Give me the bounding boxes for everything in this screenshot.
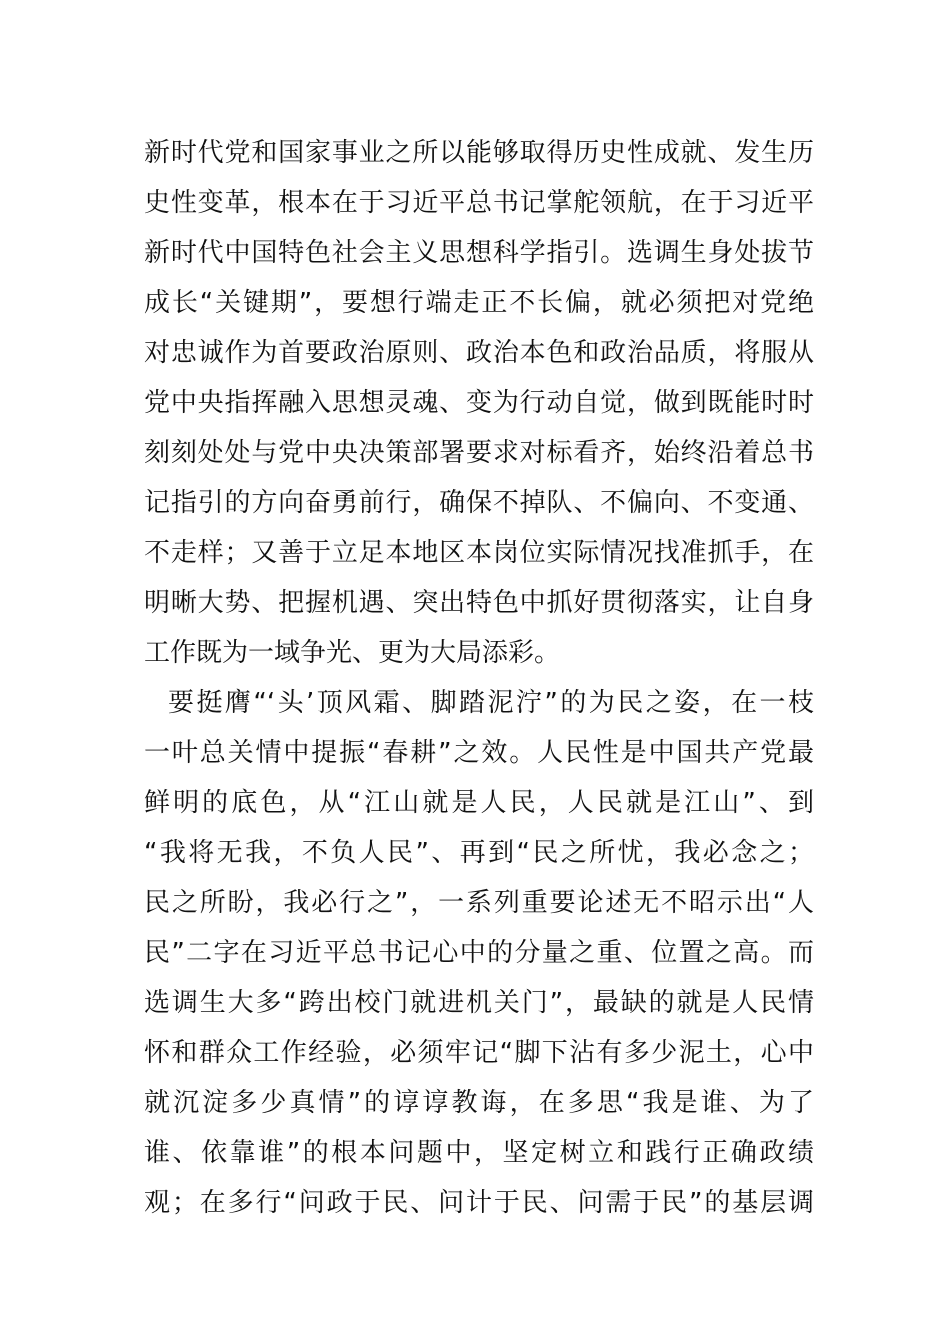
text-line: 对忠诚作为首要政治原则、政治本色和政治品质，将服从 — [144, 338, 814, 368]
text-line: 民之所盼，我必行之”，一系列重要论述无不昭示出“人 — [144, 888, 814, 918]
text-line: 新时代中国特色社会主义思想科学指引。选调生身处拔节 — [144, 238, 814, 268]
text-line: 就沉淀多少真情”的谆谆教诲，在多思“我是谁、为了 — [144, 1088, 814, 1118]
text-line: 史性变革，根本在于习近平总书记掌舵领航，在于习近平 — [144, 188, 814, 218]
text-line: 一叶总关情中提振“春耕”之效。人民性是中国共产党最 — [144, 738, 814, 768]
text-line: 新时代党和国家事业之所以能够取得历史性成就、发生历 — [144, 138, 814, 168]
text-line: 选调生大多“跨出校门就进机关门”，最缺的就是人民情 — [144, 988, 814, 1018]
text-line: 工作既为一域争光、更为大局添彩。 — [144, 638, 561, 668]
text-line: “我将无我，不负人民”、再到“民之所忧，我必念之； — [144, 838, 814, 868]
text-line: 明晰大势、把握机遇、突出特色中抓好贯彻落实，让自身 — [144, 588, 814, 618]
text-line: 观；在多行“问政于民、问计于民、问需于民”的基层调 — [144, 1188, 814, 1218]
text-line: 记指引的方向奋勇前行，确保不掉队、不偏向、不变通、 — [144, 488, 814, 518]
text-line: 怀和群众工作经验，必须牢记“脚下沾有多少泥土，心中 — [144, 1038, 814, 1068]
text-line: 要挺膺“‘头’顶风霜、脚踏泥泞”的为民之姿，在一枝 — [168, 688, 814, 718]
text-line: 民”二字在习近平总书记心中的分量之重、位置之高。而 — [144, 938, 814, 968]
text-line: 党中央指挥融入思想灵魂、变为行动自觉，做到既能时时 — [144, 388, 814, 418]
text-line: 鲜明的底色，从“江山就是人民，人民就是江山”、到 — [144, 788, 814, 818]
text-line: 成长“关键期”，要想行端走正不长偏，就必须把对党绝 — [144, 288, 814, 318]
text-line: 刻刻处处与党中央决策部署要求对标看齐，始终沿着总书 — [144, 438, 814, 468]
paragraph-2 — [144, 678, 814, 1228]
text-line: 谁、依靠谁”的根本问题中，坚定树立和践行正确政绩 — [144, 1138, 814, 1168]
document-body — [144, 128, 814, 1228]
paragraph-1 — [144, 128, 814, 678]
text-line: 不走样；又善于立足本地区本岗位实际情况找准抓手，在 — [144, 538, 814, 568]
